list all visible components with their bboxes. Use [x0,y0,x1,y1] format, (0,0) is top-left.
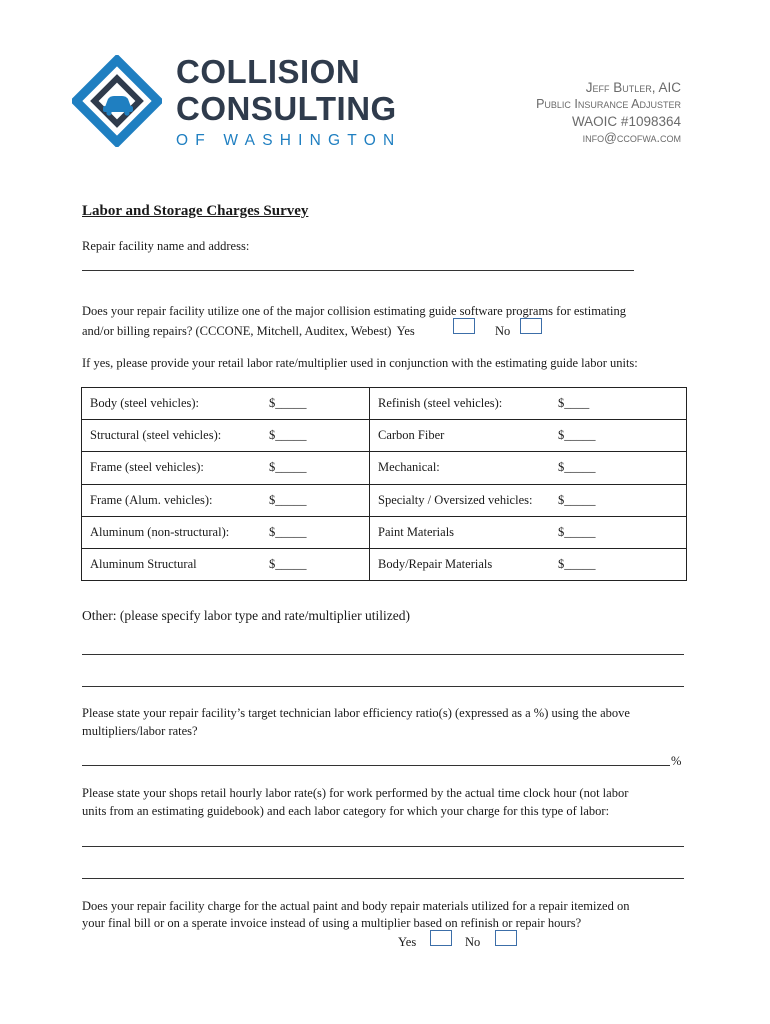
rates-row [82,516,687,548]
rate-label-left: Aluminum Structural [82,548,261,580]
contact-license: WAOIC #1098364 [571,114,681,129]
efficiency-question-line-2: multipliers/labor rates? [82,724,198,738]
percent-sign: % [671,754,682,768]
rate-value-right[interactable]: $_____ [550,452,687,484]
software-yes-label: Yes [396,324,415,338]
contact-role: Public Insurance Adjuster [536,97,681,111]
rates-row [82,548,687,580]
rates-row [82,388,687,420]
rates-table [81,387,687,581]
software-no-checkbox[interactable] [520,318,542,334]
rate-label-left: Frame (Alum. vehicles): [82,484,261,516]
software-question-line-1: Does your repair facility utilize one of the major collision estimating guide software programs for estimating [82,304,626,318]
hourly-question-line-2: units from an estimating guidebook) and each labor category for which your charge for this type of labor: [82,804,610,818]
materials-no-label: No [465,935,481,949]
rate-value-left[interactable]: $_____ [260,548,370,580]
facility-label: Repair facility name and address: [82,239,250,253]
other-label: Other: (please specify labor type and rate/multiplier utilized) [82,608,411,623]
materials-question-line-2: your final bill or on a sperate invoice instead of using a multiplier based on refinish or repair hours? [82,916,582,930]
software-question-line-2: and/or billing repairs? (CCCONE, Mitchell, Auditex, Webest) Yes [82,324,415,338]
materials-yes-checkbox[interactable] [430,930,452,946]
software-no-label: No [495,324,511,338]
rates-intro: If yes, please provide your retail labor rate/multiplier used in conjunction with the estimating guide labor units: [82,356,638,370]
rates-row [82,452,687,484]
rate-label-right: Specialty / Oversized vehicles: [370,484,551,516]
materials-no-checkbox[interactable] [495,930,517,946]
rate-label-right: Body/Repair Materials [370,548,551,580]
rate-label-left: Structural (steel vehicles): [82,420,261,452]
rate-label-right: Carbon Fiber [370,420,551,452]
other-input-line-2[interactable] [82,686,684,687]
brand-wordmark [176,53,401,150]
rate-value-left[interactable]: $_____ [260,452,370,484]
hourly-question-line-1: Please state your shops retail hourly labor rate(s) for work performed by the actual time clock hour (not labor [82,786,629,800]
rate-value-left[interactable]: $_____ [260,516,370,548]
efficiency-question-line-1: Please state your repair facility’s target technician labor efficiency ratio(s) (expressed as a %) using the above [82,706,630,720]
materials-question-line-1: Does your repair facility charge for the actual paint and body repair materials utilized for a repair itemized on [82,899,630,913]
rate-label-left: Aluminum (non-structural): [82,516,261,548]
rate-label-left: Body (steel vehicles): [82,388,261,420]
rate-label-right: Refinish (steel vehicles): [370,388,551,420]
rate-value-right[interactable]: $_____ [550,516,687,548]
rate-value-left[interactable]: $_____ [260,388,370,420]
brand-line-2: CONSULTING [176,90,397,127]
contact-email: info@ccofwa.com [582,131,681,145]
contact-name: Jeff Butler, AIC [585,80,681,95]
hourly-input-line-1[interactable] [82,846,684,847]
rate-value-left[interactable]: $_____ [260,484,370,516]
other-input-line-1[interactable] [82,654,684,655]
efficiency-input-line[interactable] [82,765,670,766]
rate-label-left: Frame (steel vehicles): [82,452,261,484]
form-title: Labor and Storage Charges Survey [82,203,309,219]
contact-block [536,79,681,147]
rates-row [82,420,687,452]
rate-value-right[interactable]: $_____ [550,484,687,516]
rate-label-right: Mechanical: [370,452,551,484]
rate-value-right[interactable]: $_____ [550,420,687,452]
facility-input-line[interactable] [82,270,634,271]
software-yes-checkbox[interactable] [453,318,475,334]
rate-value-right[interactable]: $____ [550,388,687,420]
materials-yes-label: Yes [398,935,417,949]
brand-line-1: COLLISION [176,53,361,90]
rate-label-right: Paint Materials [370,516,551,548]
hourly-input-line-2[interactable] [82,878,684,879]
rates-row [82,484,687,516]
rate-value-right[interactable]: $_____ [550,548,687,580]
car-diamond-logo-icon [72,55,162,147]
rate-value-left[interactable]: $_____ [260,420,370,452]
brand-line-3: OF WASHINGTON [176,132,402,149]
